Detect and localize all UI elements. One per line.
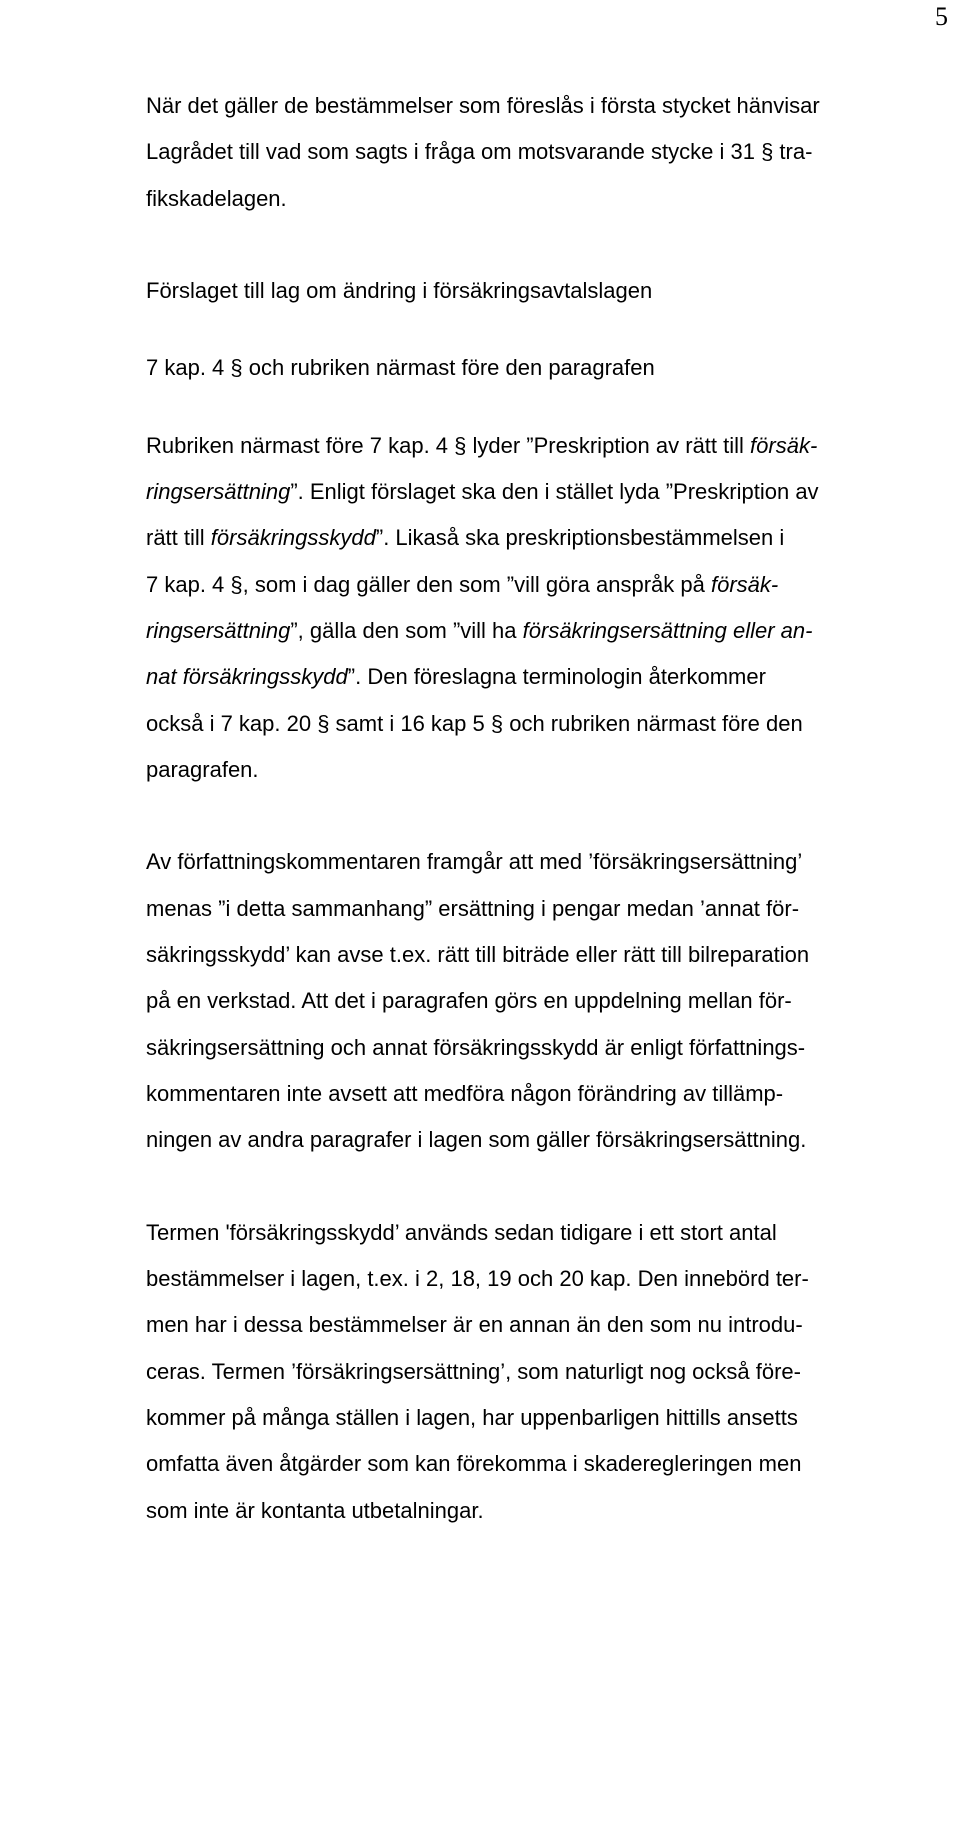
text-line: paragrafen. (146, 756, 259, 782)
subsection-heading: 7 kap. 4 § och rubriken närmast före den paragrafen (146, 355, 655, 381)
text-line: nat försäkringsskydd”. Den föreslagna terminologin återkommer (146, 664, 766, 690)
text-line: ringsersättning”. Enligt förslaget ska den i stället lyda ”Preskription av (146, 479, 819, 505)
paragraph-forfattningskommentar (146, 839, 946, 1163)
text-line: som inte är kontanta utbetalningar. (146, 1497, 484, 1523)
text-line: säkringsersättning och annat försäkringsskydd är enligt författnings- (146, 1034, 806, 1060)
paragraph-rubriken (146, 423, 946, 793)
text-line: ceras. Termen ’försäkringsersättning’, som naturligt nog också före- (146, 1358, 801, 1384)
text-line: 7 kap. 4 §, som i dag gäller den som ”vill göra anspråk på försäk- (146, 571, 779, 597)
text-line: När det gäller de bestämmelser som föreslås i första stycket hänvisar (146, 93, 820, 118)
text-line: bestämmelser i lagen, t.ex. i 2, 18, 19 och 20 kap. Den innebörd ter- (146, 1266, 809, 1292)
text-line: fikskadelagen. (146, 185, 287, 211)
paragraph-termen (146, 1210, 946, 1534)
text-line: säkringsskydd’ kan avse t.ex. rätt till biträde eller rätt till bilreparation (146, 942, 810, 968)
text-line: menas ”i detta sammanhang” ersättning i pengar medan ’annat för- (146, 895, 800, 921)
text-line: kommentaren inte avsett att medföra någon förändring av tillämp- (146, 1080, 784, 1106)
page-number: 5 (935, 2, 948, 31)
text-line: Termen 'försäkringsskydd’ används sedan tidigare i ett stort antal (146, 1219, 777, 1245)
document-body (146, 83, 946, 1534)
text-line: Lagrådet till vad som sagts i fråga om motsvarande stycke i 31 § tra- (146, 139, 813, 165)
text-line: ningen av andra paragrafer i lagen som gäller försäkringsersättning. (146, 1127, 807, 1153)
text-line: på en verkstad. Att det i paragrafen görs en uppdelning mellan för- (146, 988, 792, 1014)
text-line: omfatta även åtgärder som kan förekomma i skaderegleringen men (146, 1451, 802, 1477)
text-line: Av författningskommentaren framgår att med ’försäkringsersättning’ (146, 849, 803, 875)
text-line: kommer på många ställen i lagen, har uppenbarligen hittills ansetts (146, 1405, 798, 1431)
text-line: ringsersättning”, gälla den som ”vill ha försäkringsersättning eller an- (146, 617, 813, 643)
text-line: men har i dessa bestämmelser är en annan än den som nu introdu- (146, 1312, 803, 1338)
text-line: Rubriken närmast före 7 kap. 4 § lyder ”Preskription av rätt till försäk- (146, 432, 818, 458)
text-line: också i 7 kap. 20 § samt i 16 kap 5 § och rubriken närmast före den (146, 710, 803, 736)
section-heading: Förslaget till lag om ändring i försäkringsavtalslagen (146, 278, 653, 304)
paragraph-lagradet (146, 83, 946, 222)
text-line: rätt till försäkringsskydd”. Likaså ska preskriptionsbestämmelsen i (146, 525, 785, 551)
